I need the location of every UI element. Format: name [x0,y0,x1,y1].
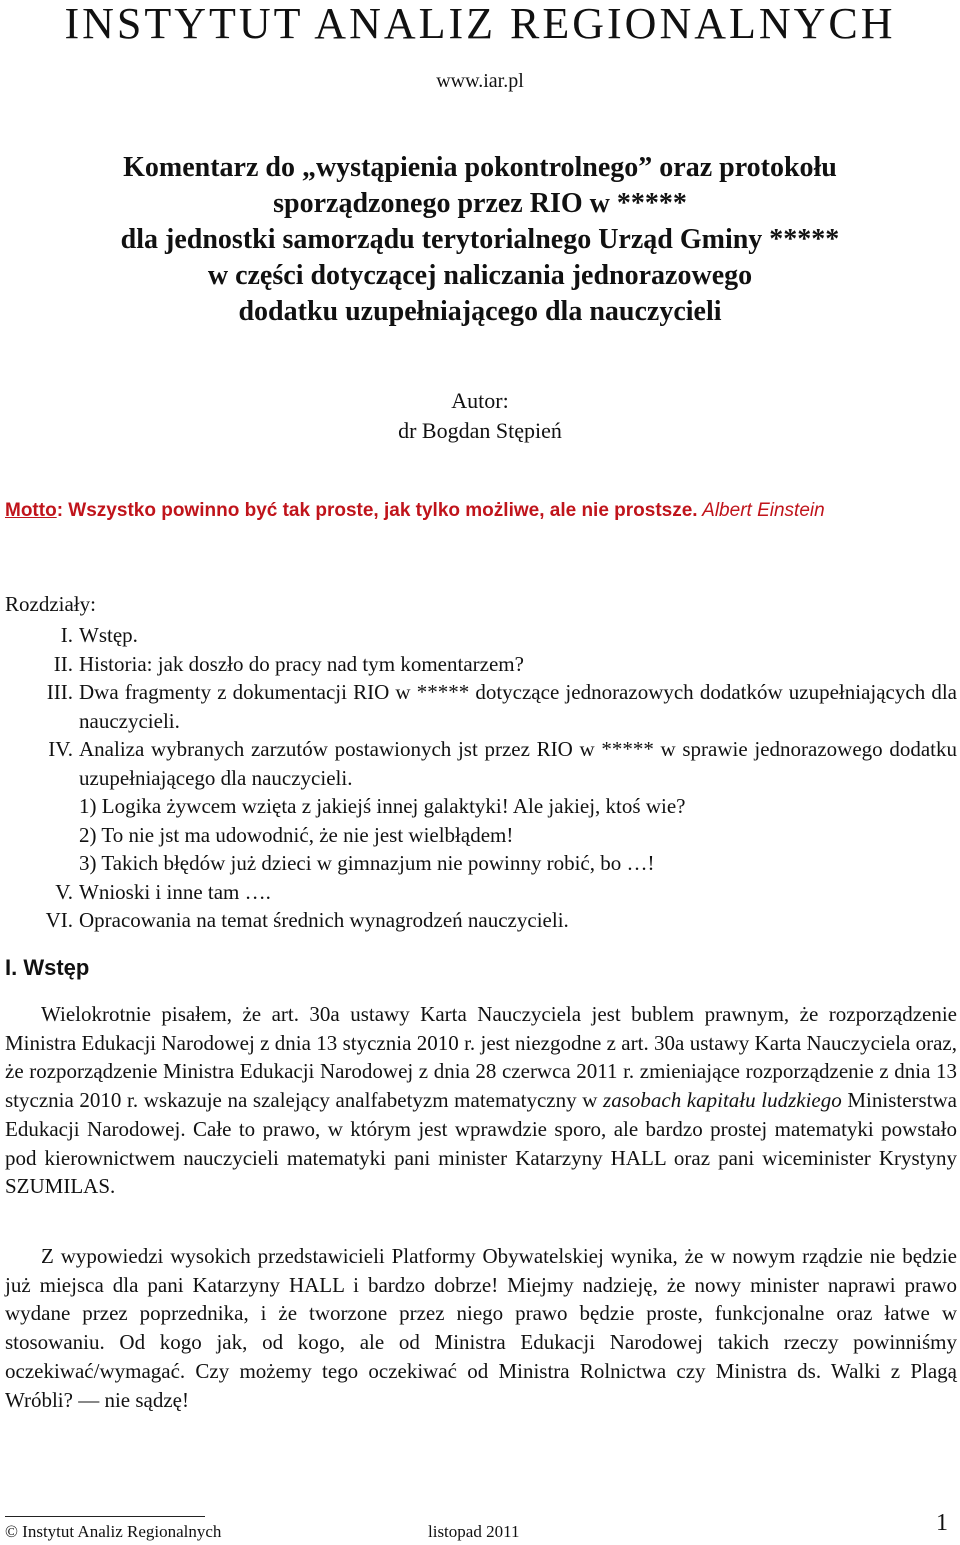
page-number: 1 [936,1510,948,1536]
motto-quote: Wszystko powinno być tak proste, jak tylko możliwe, ale nie prostsze. [63,500,698,521]
table-of-contents [5,621,957,935]
toc-sub-item: 1) Logika żywcem wzięta z jakiejś innej galaktyki! Ale jakiej, ktoś wie? [79,794,686,818]
toc-item [5,735,957,792]
toc-item-text: Opracowania na temat średnich wynagrodzeń nauczycieli. [79,908,569,932]
toc-heading: Rozdziały: [5,592,96,616]
toc-sub-item: 3) Takich błędów już dzieci w gimnazjum nie powinny robić, bo …! [79,851,655,875]
title-line: dla jednostki samorządu terytorialnego Urząd Gminy ***** [120,224,840,255]
toc-item [5,906,957,935]
website-url[interactable]: www.iar.pl [436,70,524,92]
toc-item-text: Analiza wybranych zarzutów postawionych jst przez RIO w ***** w sprawie jednorazowego dodatku uzupełniającego dla nauczycieli. [79,737,957,790]
author-block [0,386,960,446]
document-title [0,150,960,330]
author-name: dr Bogdan Stępień [398,418,562,443]
paragraph-2 [5,1242,957,1414]
title-line: Komentarz do „wystąpienia pokontrolnego” oraz protokołu [123,152,837,183]
paragraph-1-part-b: Ministerstwa Edukacji Narodowej. Całe to prawo, w którym jest wprawdzie sporo, ale bardzo prostej matematyki powstało pod kierownictwem nauczycieli matematyki pani minister Katarzyny HALL oraz pani wiceminister Krystyny SZUMILAS. [5,1088,958,1199]
author-label: Autor: [451,388,509,413]
paragraph-1-italic: zasobach kapitału ludzkiego [603,1088,842,1113]
toc-item [5,650,957,679]
toc-item-text: Wstęp. [79,623,138,647]
title-line: sporządzonego przez RIO w ***** [273,188,687,219]
motto-separator: : [56,500,64,521]
toc-item-number: IV. [48,737,73,761]
toc-item [5,878,957,907]
section-heading: I. Wstęp [5,955,90,980]
paragraph-text: Z wypowiedzi wysokich przedstawicieli Platformy Obywatelskiej wynika, że w nowym rządzie nie będzie już miejsca dla pani Katarzyny HALL i bardzo dobrze! Miejmy nadzieję, że nowy minister naprawi prawo wydane przez poprzednika, i że tworzone przez niego prawo będzie proste, funkcjonalne oraz łatwe w stosowaniu. Od kogo jak, od kogo, ale od Ministra Edukacji Narodowej takich rzeczy powinniśmy oczekiwać/wymagać. Czy możemy tego oczekiwać od Ministra Rolnictwa czy Ministra ds. Walki z Plagą Wróbli? — nie sądzę! [5,1244,957,1412]
toc-item-number: VI. [45,908,73,932]
footer-copyright: © Instytut Analiz Regionalnych [5,1522,222,1541]
paragraph-1-part-a: Wielokrotnie pisałem, że art. 30a ustawy Karta Nauczyciela jest bublem prawnym, że rozporządzenie Ministra Edukacji Narodowej z dnia 13 stycznia 2010 r. jest niezgodne z art. 30a ustawy Karta Nauczyciela oraz, że rozporządzenie Ministra Edukacji Narodowej z dnia 28 czerwca 2011 r. zmieniające rozporządzenie z dnia 13 stycznia 2010 r. wskazuje na szalejący analfabetyzm matematyczny w [5,1002,957,1113]
toc-item-number: I. [60,623,73,647]
toc-item-text: Dwa fragmenty z dokumentacji RIO w ***** dotyczące jednorazowych dodatków uzupełniających dla nauczycieli. [79,680,957,733]
title-line: w części dotyczącej naliczania jednorazowego [207,260,753,291]
toc-item [5,678,957,735]
toc-item-number: V. [55,879,73,904]
paragraph-1 [5,1000,957,1201]
toc-sub-item: 2) To nie jst ma udowodnić, że nie jest wielbłądem! [79,822,514,847]
paragraph-text [5,1000,957,1201]
motto [5,500,825,522]
footer-divider [5,1516,205,1517]
motto-author: Albert Einstein [697,500,825,521]
toc-item-text: Wnioski i inne tam …. [79,879,271,904]
toc-item-number: III. [46,680,73,704]
toc-item [5,621,957,650]
footer-date: listopad 2011 [428,1522,520,1541]
toc-item-text: Historia: jak doszło do pracy nad tym komentarzem? [79,651,524,676]
title-line: dodatku uzupełniającego dla nauczycieli [238,296,722,327]
toc-item-number: II. [53,651,73,676]
institute-title: INSTYTUT ANALIZ REGIONALNYCH [64,0,896,48]
motto-label: Motto [5,500,57,521]
